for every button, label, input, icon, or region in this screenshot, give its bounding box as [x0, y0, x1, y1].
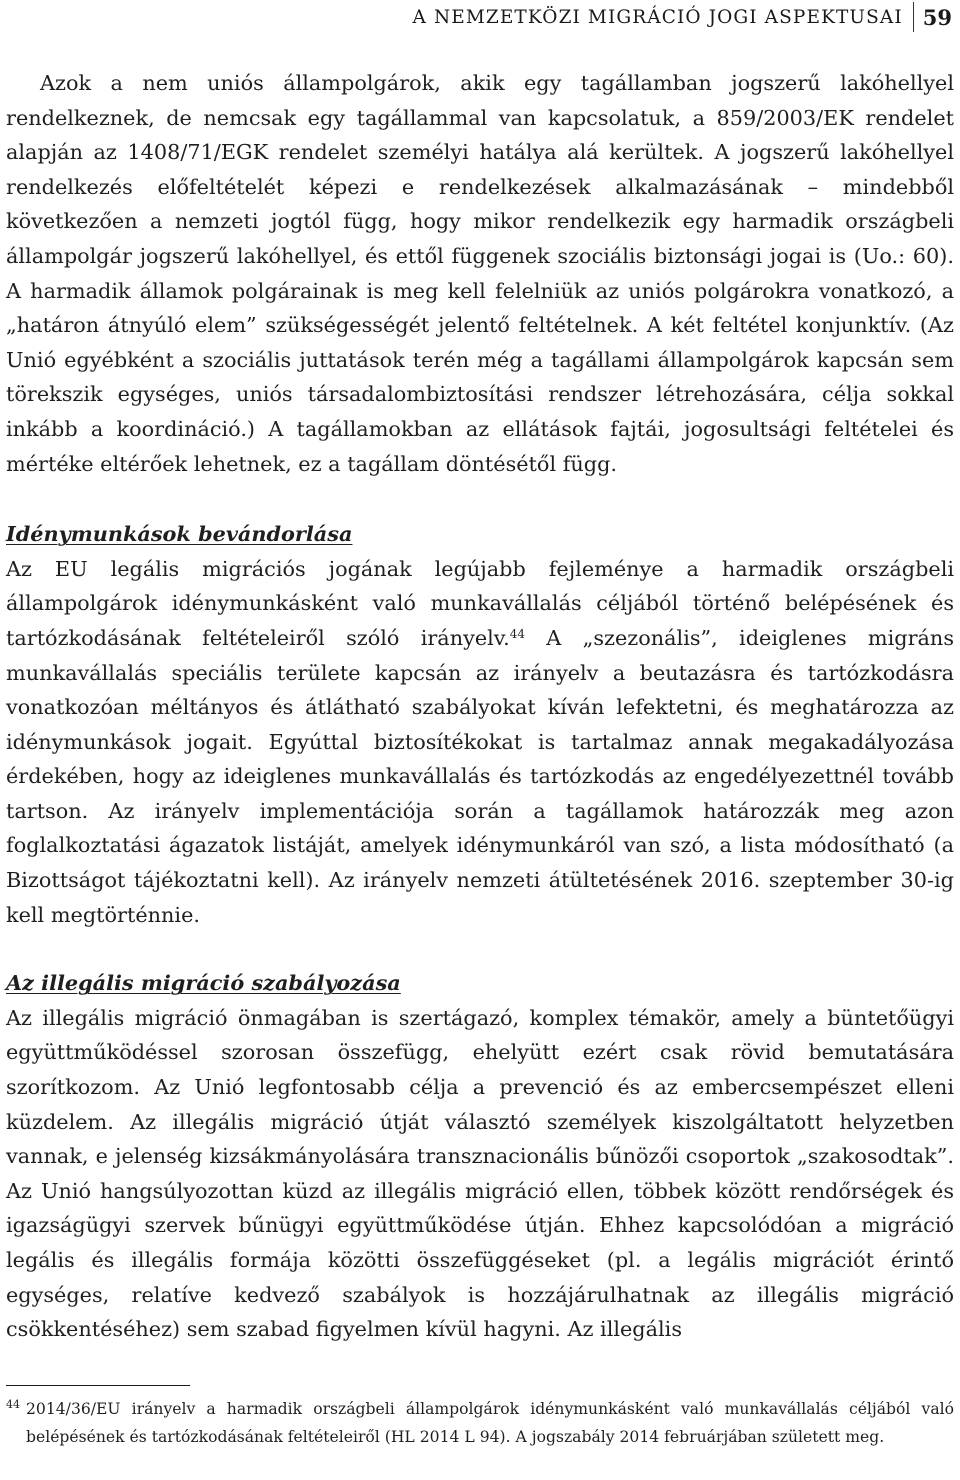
section-heading-illegal-migration: Az illegális migráció szabályozása — [6, 970, 401, 996]
running-title: A NEMZETKÖZI MIGRÁCIÓ JOGI ASPEKTUSAI — [412, 6, 903, 28]
paragraph-2-part-a: Az EU legális migrációs jogának legújabb fejleménye a harmadik országbeli állampolgárok idénymunkásként való munkavállalás céljából történő belépésének és tartózkodásának feltételeiről szóló irányelv. — [6, 556, 954, 650]
running-header — [413, 2, 953, 32]
footnote-number: 44 — [6, 1398, 20, 1411]
paragraph-2 — [6, 552, 954, 933]
footnote-44 — [6, 1395, 954, 1451]
paragraph-1: Azok a nem uniós állampolgárok, akik egy tagállamban jogszerű lakóhellyel rendelkeznek, de nemcsak egy tagállammal van kapcsolatuk, a 859/2003/EK rendelet alapján az 1408/71/EGK rendelet személyi hatálya alá kerültek. A jogszerű lakóhellyel rendelkezés előfeltételét képezi e rendelkezések alkalmazásának – mindebből következően a nemzeti jogtól függ, hogy mikor rendelkezik egy harmadik országbeli állampolgár jogszerű lakóhellyel, és ettől függenek szociális biztonsági jogai is (Uo.: 60). A harmadik államok polgárainak is meg kell felelniük az uniós polgárokra vonatkozó, a „határon átnyúló elem” szükségességét jelentő feltételnek. A két feltétel konjunktív. (Az Unió egyébként a szociális juttatások terén még a tagállami állampolgárok kapcsán sem törekszik egységes, uniós társadalombiztosítási rendszer létrehozására, célja sokkal inkább a koordináció.) A tagállamokban az ellátások fajtái, jogosultsági feltételei és mértéke eltérőek lehetnek, ez a tagállam döntésétől függ. — [6, 71, 954, 476]
page-number: 59 — [922, 4, 952, 30]
section-heading-seasonal-workers: Idénymunkások bevándorlása — [6, 521, 353, 547]
footnote-reference-44[interactable]: 44 — [509, 626, 525, 641]
footnote-text: 2014/36/EU irányelv a harmadik országbeli állampolgárok idénymunkásként való munkavállalás céljából való belépésének és tartózkodásának feltételeiről (HL 2014 L 94). A jogszabály 2014 februárjában született meg. — [26, 1400, 954, 1446]
footnote-separator — [6, 1385, 190, 1386]
header-divider — [913, 2, 914, 32]
main-text — [6, 66, 954, 1347]
paragraph-3: Az illegális migráció önmagában is szertágazó, komplex témakör, amely a büntetőügyi együttműködéssel szorosan összefügg, ehelyütt ezért csak rövid bemutatására szorítkozom. Az Unió legfontosabb célja a prevenció és az embercsempészet elleni küzdelem. Az illegális migráció útját választó személyek kiszolgáltatott helyzetben vannak, e jelenség kizsákmányolására transznacionális bűnözői csoportok „szakosodtak”. Az Unió hangsúlyozottan küzd az illegális migráció ellen, többek között rendőrségek és igazságügyi szervek bűnügyi együttműködése útján. Ehhez kapcsolódóan a migráció legális és illegális formája közötti összefüggéseket (pl. a legális migrációt érintő egységes, relatíve kedvező szabályok is hozzájárulhatnak az illegális migráció csökkentéséhez) sem szabad figyelmen kívül hagyni. Az illegális — [6, 1005, 954, 1342]
paragraph-2-part-b: A „szezonális”, ideiglenes migráns munkavállalás speciális területe kapcsán az irányelv a beutazásra és tartózkodásra vonatkozóan méltányos és átlátható szabályokat kíván lefektetni, és meghatározza az idénymunkások jogait. Egyúttal biztosítékokat is tartalmaz annak megakadályozása érdekében, hogy az ideiglenes munkavállalás és tartózkodás az engedélyezettnél tovább tartson. Az irányelv implementációja során a tagállamok határozzák meg azon foglalkoztatási ágazatok listáját, amelyek idénymunkáról van szó, a lista módosítható (a Bizottságot tájékoztatni kell). Az irányelv nemzeti átültetésének 2016. szeptember 30-ig kell megtörténnie. — [6, 625, 954, 927]
